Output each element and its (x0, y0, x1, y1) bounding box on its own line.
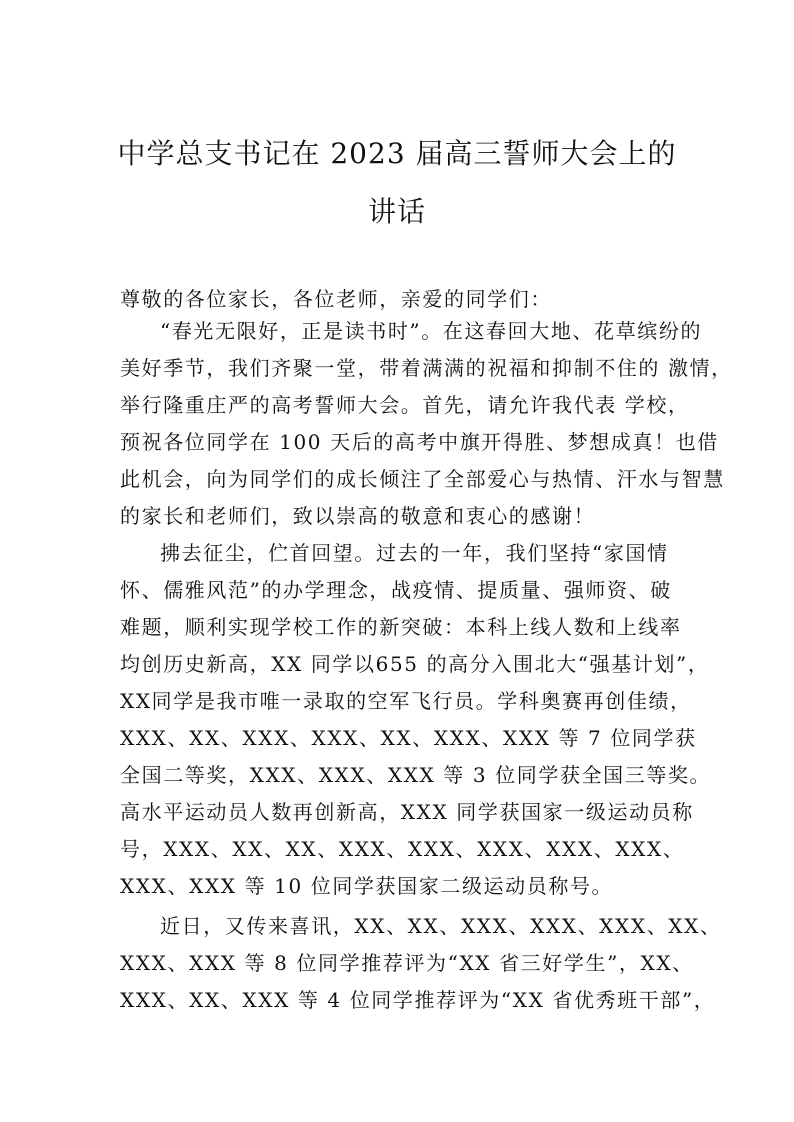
body-line-10: 均创历史新高，XX 同学以655 的高分入围北大“强基计划”， (120, 652, 710, 676)
body-line-11: XX同学是我市唯一录取的空军飞行员。学科奥赛再创佳绩， (120, 689, 692, 713)
body-line-5: 此机会，向为同学们的成长倾注了全部爱心与热情、汗水与智慧 (120, 467, 725, 491)
body-line-14: 高水平运动员人数再创新高，XXX 同学获国家一级运动员称 (120, 800, 694, 824)
body-line-8: 怀、儒雅风范”的办学理念，战疫情、提质量、强师资、破 (120, 578, 672, 602)
body-line-16: XXX、XXX 等 10 位同学获国家二级运动员称号。 (120, 874, 614, 898)
body-line-13: 全国二等奖，XXX、XXX、XXX 等 3 位同学获全国三等奖。 (120, 763, 712, 787)
body-line-12: XXX、XX、XXX、XXX、XX、XXX、XXX 等 7 位同学获 (120, 726, 697, 750)
body-line-4: 预祝各位同学在 100 天后的高考中旗开得胜、梦想成真！也借 (120, 430, 719, 454)
body-line-2: 美好季节，我们齐聚一堂，带着满满的祝福和抑制不住的 激情， (120, 356, 733, 380)
document-title-line-1: 中学总支书记在 2023 届高三誓师大会上的 (117, 137, 677, 170)
body-line-1: “春光无限好，正是读书时”。在这春回大地、花草缤纷的 (160, 319, 703, 343)
body-line-15: 号，XXX、XX、XX、XXX、XXX、XXX、XXX、XXX、 (120, 837, 685, 861)
body-line-19: XXX、XX、XXX 等 4 位同学推荐评为“XX 省优秀班干部”， (120, 988, 716, 1012)
body-line-7: 拂去征尘，伫首回望。过去的一年，我们坚持“家国情 (160, 541, 669, 565)
body-line-9: 难题，顺利实现学校工作的新突破：本科上线人数和上线率 (120, 615, 682, 639)
document-title-line-2: 讲话 (367, 195, 426, 228)
salutation-line: 尊敬的各位家长，各位老师，亲爱的同学们： (120, 287, 552, 311)
body-line-17: 近日，又传来喜讯，XX、XX、XXX、XXX、XXX、XX、 (160, 914, 722, 938)
body-line-18: XXX、XXX 等 8 位同学推荐评为“XX 省三好学生”，XX、 (120, 951, 694, 975)
body-line-6: 的家长和老师们，致以崇高的敬意和衷心的感谢！ (120, 504, 596, 528)
body-line-3: 举行隆重庄严的高考誓师大会。首先，请允许我代表 学校， (120, 393, 690, 417)
